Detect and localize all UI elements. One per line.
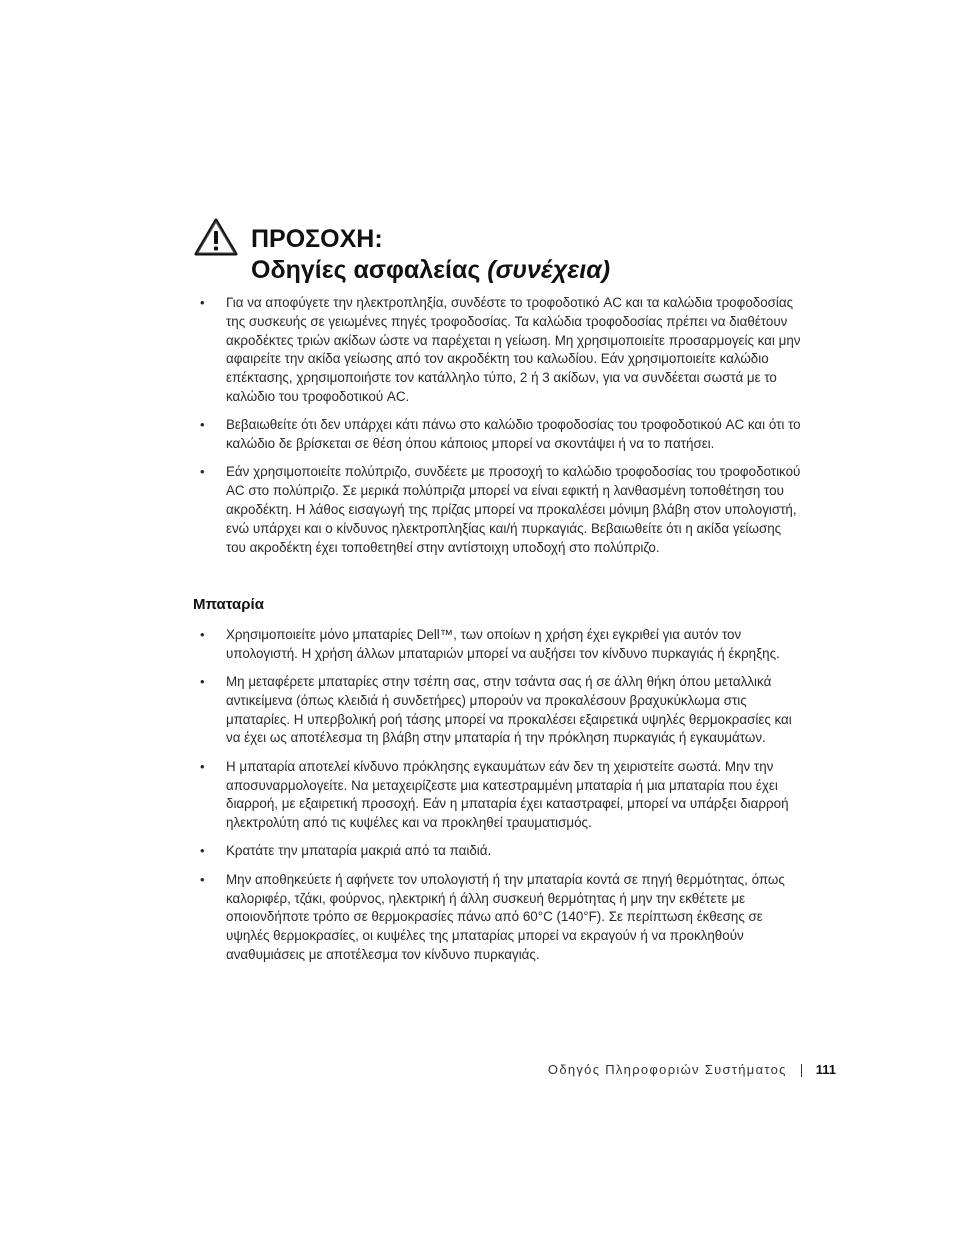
list-item: [200, 416, 804, 454]
list-item: [200, 463, 804, 557]
list-item-text: Βεβαιωθείτε ότι δεν υπάρχει κάτι πάνω στο καλώδιο τροφοδοσίας του τροφοδοτικού AC και ότι το καλώδιο δε βρίσκεται σε θέση όπου κάποιος μπορεί να σκοντάψει ή να το πατήσει.: [226, 417, 801, 452]
page-footer: [548, 1062, 836, 1078]
list-item: [200, 871, 804, 965]
bullet-glyph: •: [200, 295, 205, 310]
list-item: [200, 842, 804, 861]
bullet-glyph: •: [200, 464, 205, 480]
heading-title: [251, 255, 610, 286]
footer-guide-title: Οδηγός Πληροφοριών Συστήματος: [547, 1062, 787, 1077]
list-item-text: Η μπαταρία αποτελεί κίνδυνο πρόκλησης εγκαυμάτων εάν δεν τη χειριστείτε σωστά. Μην την αποσυναρμολογείτε. Να μεταχειρίζεστε μια κατεστραμμένη μπαταρία ή μια μπαταρία που έχει διαρροή, με εξαιρετική προσοχή. Εάν η μπαταρία έχει καταστραφεί, μπορεί να υπάρξει διαρροή ηλεκτρολύτη από τις κυψέλες και να προκληθεί τραυματισμός.: [226, 758, 789, 831]
list-item-text: Μη μεταφέρετε μπαταρίες στην τσέπη σας, στην τσάντα σας ή σε άλλη θήκη όπου μεταλλικά αντικείμενα (όπως κλειδιά ή συνδετήρες) μπορούν να προκαλέσουν βραχυκύκλωμα στις μπαταρίες. Η υπερβολική ροή τάσης μπορεί να προκαλέσει εξαιρετικά υψηλές θερμοκρασίες και να έχει ως αποτέλεσμα τη βλάβη στην μπαταρία ή την πρόκληση πυρκαγιάς ή εγκαυμάτων.: [226, 674, 792, 746]
bullet-glyph: •: [200, 674, 205, 690]
list-item: [200, 673, 804, 748]
footer-divider: [801, 1064, 802, 1077]
warning-triangle-icon: [194, 218, 238, 256]
bullet-glyph: •: [200, 843, 205, 859]
power-safety-list: [200, 294, 804, 567]
list-item-text: Για να αποφύγετε την ηλεκτροπληξία, συνδέστε το τροφοδοτικό AC και τα καλώδια τροφοδοσίας της συσκευής σε γειωμένες πηγές τροφοδοσίας. Τα καλώδια τροφοδοσίας πρέπει να διαθέτουν ακροδέκτες τριών ακίδων ώστε να παρέχεται η γείωση. Μη χρησιμοποιείτε προσαρμογείς και μην αφαιρείτε την ακίδα γείωσης από τον ακροδέκτη του καλωδίου. Εάν χρησιμοποιείτε καλώδιο επέκτασης, χρησιμοποιήστε τον κατάλληλο τύπο, 2 ή 3 ακίδων, για να συνδέεται σωστά με το καλώδιο του τροφοδοτικού AC.: [226, 295, 801, 404]
list-item-text: Χρησιμοποιείτε μόνο μπαταρίες Dell™, των οποίων η χρήση έχει εγκριθεί για αυτόν τον υπολογιστή. Η χρήση άλλων μπαταριών μπορεί να αυξήσει τον κίνδυνο πυρκαγιάς ή έκρηξης.: [226, 627, 780, 661]
list-item-text: Μην αποθηκεύετε ή αφήνετε τον υπολογιστή ή την μπαταρία κοντά σε πηγή θερμότητας, όπως καλοριφέρ, τζάκι, φούρνος, ηλεκτρική ή άλλη συσκευή θερμότητας ή μην την εκθέτετε με οποιονδήποτε τρόπο σε θερμοκρασίες πάνω από 60°C (140°F). Σε περίπτωση έκθεσης σε υψηλές θερμοκρασίες, οι κυψέλες της μπαταρίας μπορεί να εκραγούν ή να προκληθούν αναθυμιάσεις με αποτέλεσμα τον κίνδυνο πυρκαγιάς.: [226, 871, 785, 962]
bullet-glyph: •: [200, 627, 205, 642]
bullet-glyph: •: [200, 758, 205, 774]
list-item-text: Κρατάτε την μπαταρία μακριά από τα παιδιά.: [226, 843, 492, 859]
heading-title-continued: (συνέχεια): [487, 256, 611, 284]
battery-section-title: Μπαταρία: [193, 596, 264, 613]
bullet-glyph: •: [200, 871, 205, 887]
bullet-glyph: •: [200, 417, 205, 433]
warning-heading: [251, 224, 610, 286]
list-item: [200, 758, 804, 833]
list-item-text: Εάν χρησιμοποιείτε πολύπριζο, συνδέετε με προσοχή το καλώδιο τροφοδοσίας του τροφοδοτικού AC στο πολύπριζο. Σε μερικά πολύπριζα μπορεί να είναι εφικτή η λανθασμένη τοποθέτηση του ακροδέκτη. Η λάθος εισαγωγή της πρίζας μπορεί να προκαλέσει μόνιμη βλάβη στον υπολογιστή, ενώ υπάρχει και ο κίνδυνος ηλεκτροπληξίας και/ή πυρκαγιάς. Βεβαιωθείτε ότι η ακίδα γείωσης του ακροδέκτη έχει τοποθετηθεί στην αντίστοιχη υποδοχή στο πολύπριζο.: [226, 464, 801, 555]
list-item: [200, 626, 804, 664]
battery-safety-list: [200, 626, 804, 974]
heading-title-main: Οδηγίες ασφαλείας: [251, 256, 488, 284]
page-number: 111: [815, 1062, 836, 1077]
heading-warning-label: ΠΡΟΣΟΧΗ:: [251, 225, 383, 253]
list-item: [200, 294, 804, 407]
